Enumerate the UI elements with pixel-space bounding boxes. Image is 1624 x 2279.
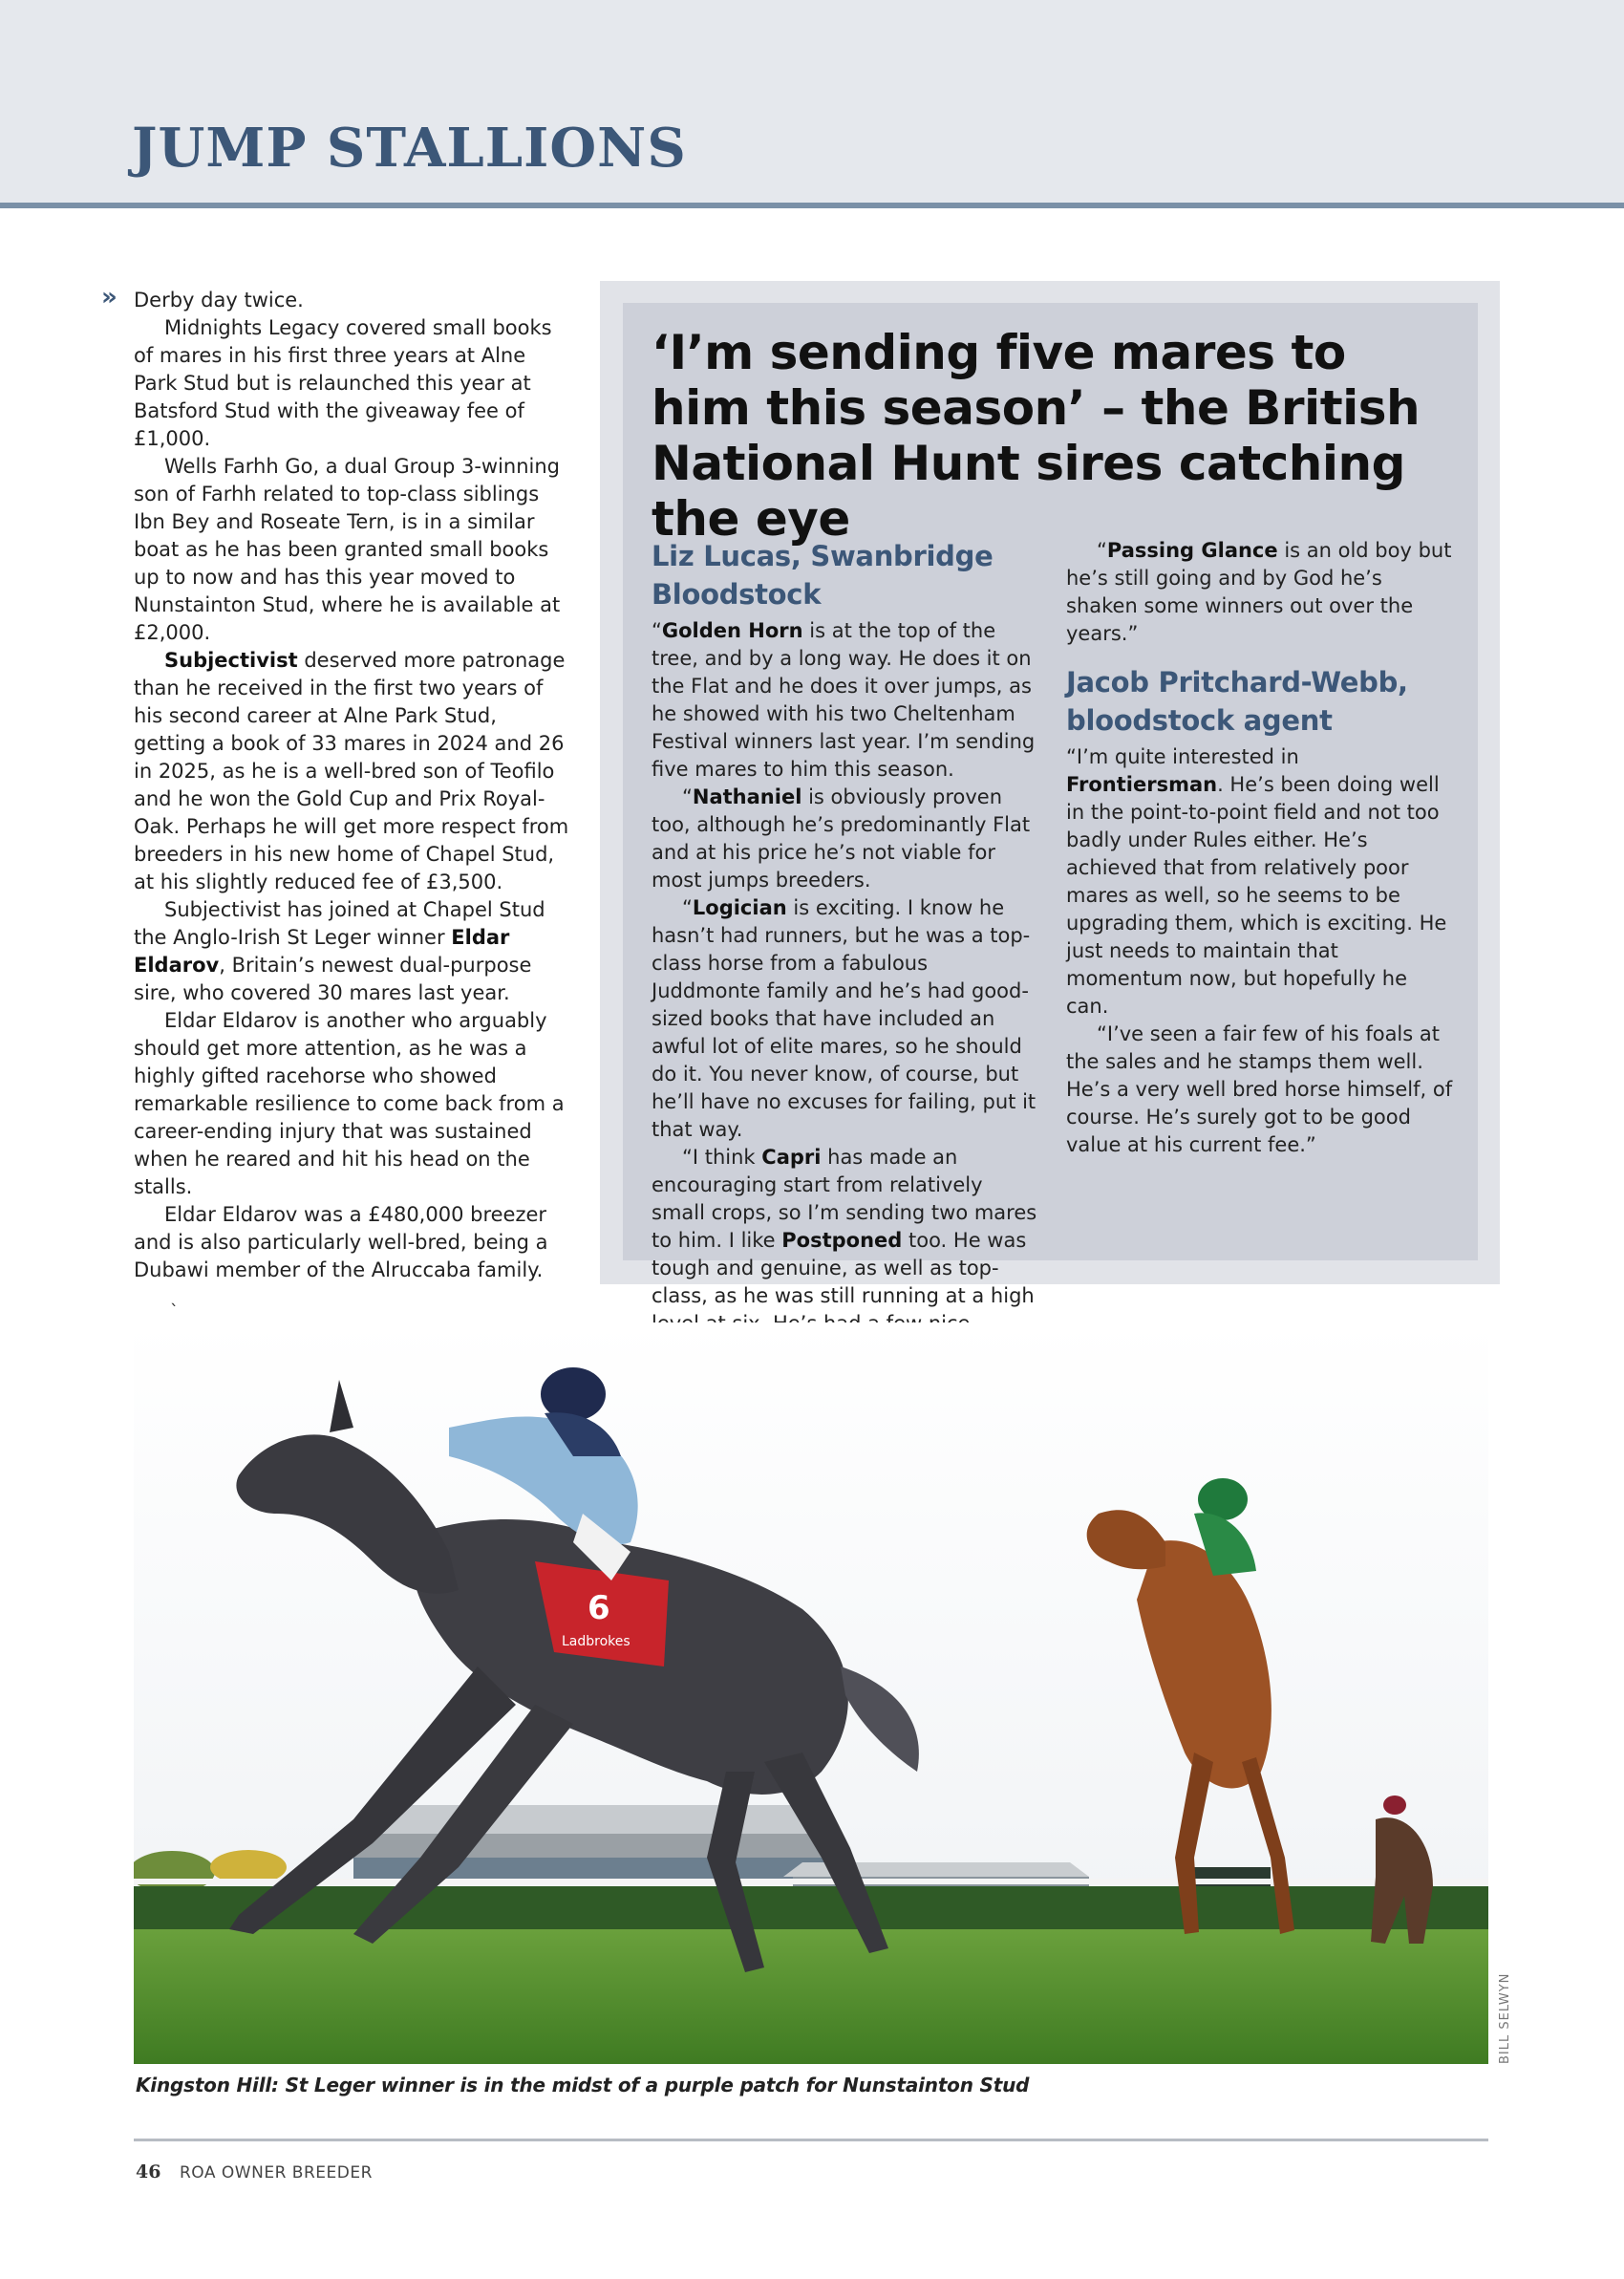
quote-text: has made an encouraging start from relatively small crops, so I’m sending two mares to him. I like [652,1146,1037,1252]
saddlecloth-number: 6 [588,1589,610,1627]
quote-paragraph [652,894,1038,1144]
horse-racing-illustration [134,1322,1488,2064]
quote-text: “ [652,619,662,642]
sidebar-column-2 [1066,537,1453,1159]
quote-text: “ [1097,539,1107,562]
quote-text: is an old boy but he’s still going and by God he’s shaken some winners out over the years.” [1066,539,1452,645]
quote-text: is obviously proven too, although he’s predominantly Flat and at his price he’s not viable for most jumps breeders. [652,785,1031,892]
paragraph: Wells Farhh Go, a dual Group 3-winning son of Farhh related to top-class siblings Ibn Bey and Roseate Tern, is in a similar boat as he has been granted small books up to now and has this year moved to Nunstainton Stud, where he is available at £2,000. [134,455,561,644]
contributor-heading: Liz Lucas, Swanbridge Bloodstock [652,540,994,611]
race-photo [134,1322,1488,2064]
stallion-name: Eldar Eldarov [134,926,510,977]
stallion-name: Postponed [781,1229,903,1252]
quote-paragraph [652,784,1038,894]
photo-caption: Kingston Hill: St Leger winner is in the midst of a purple patch for Nunstainton Stud [136,2074,1030,2096]
quote-text: is at the top of the tree, and by a long way. He does it on the Flat and he does it over jumps, as he showed with his two Cheltenham Festival winners last year. I’m sending five mares to him this season. [652,619,1036,781]
quote-text: “ [682,896,693,919]
stallion-name: Capri [761,1146,822,1169]
saddlecloth-sponsor: Ladbrokes [562,1634,630,1649]
sidebar-column-1 [652,537,1038,1421]
sidebar-headline: ‘I’m sending five mares to him this season’ – the British National Hunt sires catching the eye [652,325,1421,547]
stallion-name: Subjectivist [164,649,298,672]
paragraph: Derby day twice. [134,289,304,312]
section-title: JUMP STALLIONS [132,117,687,180]
paragraph-text: , Britain’s newest dual-purpose sire, who covered 30 mares last year. [134,954,532,1004]
quote-text: “I think [682,1146,762,1169]
quote-text: too. He was tough and genuine, as well as top-class, as he was still running at a high [652,1229,1035,1307]
quote-text: “I’m quite interested in [1066,745,1299,768]
quote-paragraph [1066,743,1453,1021]
paragraph: Eldar Eldarov is another who arguably should get more attention, as he was a highly gifted racehorse who showed remarkable resilience to come back from a career-ending injury that was sustained when he reared and hit his head on the stalls. [134,1009,565,1198]
quote-paragraph [1066,537,1453,648]
turf [134,1929,1488,2064]
continuation-chevron-icon: » [101,283,118,312]
left-column-text [134,287,573,1284]
stallion-name: Golden Horn [661,619,803,642]
paragraph: Midnights Legacy covered small books of mares in his first three years at Alne Park Stud but is relaunched this year at Batsford Stud with the giveaway fee of £1,000. [134,316,552,450]
page-number: 46 [136,2161,161,2182]
quote-text: . He’s been doing well in the point-to-point field and not too badly under Rules either. He’s achieved that from relatively poor mares as well, so he seems to be upgrading them, which is exciting. He just needs to maintain that momentum now, but hopefully he can. [1066,773,1447,1018]
stallion-name: Passing Glance [1106,539,1278,562]
stallion-name: Logician [692,896,787,919]
quote-text: “ [682,785,693,808]
paragraph-text: deserved more patronage than he received in the first two years of his second career at Alne Park Stud, getting a book of 33 mares in 2024 and 26 in 2025, as he is a well-bred son of Teofilo and he won the Gold Cup and Prix Royal-Oak. Perhaps he will get more respect from breeders in his new home of Chapel Stud, at his slightly reduced fee of £3,500. [134,649,569,893]
paragraph-text: Subjectivist has joined at Chapel Stud the Anglo-Irish St Leger winner [134,898,545,949]
stallion-name: Frontiersman [1066,773,1218,796]
header-rule [0,203,1624,208]
contributor-heading: Jacob Pritchard-Webb, bloodstock agent [1066,666,1408,737]
stallion-name: Nathaniel [692,785,802,808]
paragraph [134,647,573,896]
quote-paragraph: “I’ve seen a fair few of his foals at the sales and he stamps them well. He’s a very well bred horse himself, of course. He’s surely got to be good value at his current fee.” [1066,1022,1453,1156]
publication-name: ROA OWNER BREEDER [180,2163,373,2182]
paragraph: Eldar Eldarov was a £480,000 breezer and is also particularly well-bred, being a Dubawi member of the Alruccaba family. [134,1203,548,1281]
quote-text: is exciting. I know he hasn’t had runners, but he was a top-class horse from a fabulous Juddmonte family and he’s had good-sized books that have included an awful lot of elite mares, so he should do it. You never know, of course, but he’ll have no excuses for failing, put it that way. [652,896,1036,1141]
quote-paragraph [652,617,1038,784]
paragraph [134,896,573,1007]
end-mark: ` [170,1301,179,1322]
footer-rule [134,2139,1488,2141]
photo-credit: BILL SELWYN [1498,1972,1512,2064]
